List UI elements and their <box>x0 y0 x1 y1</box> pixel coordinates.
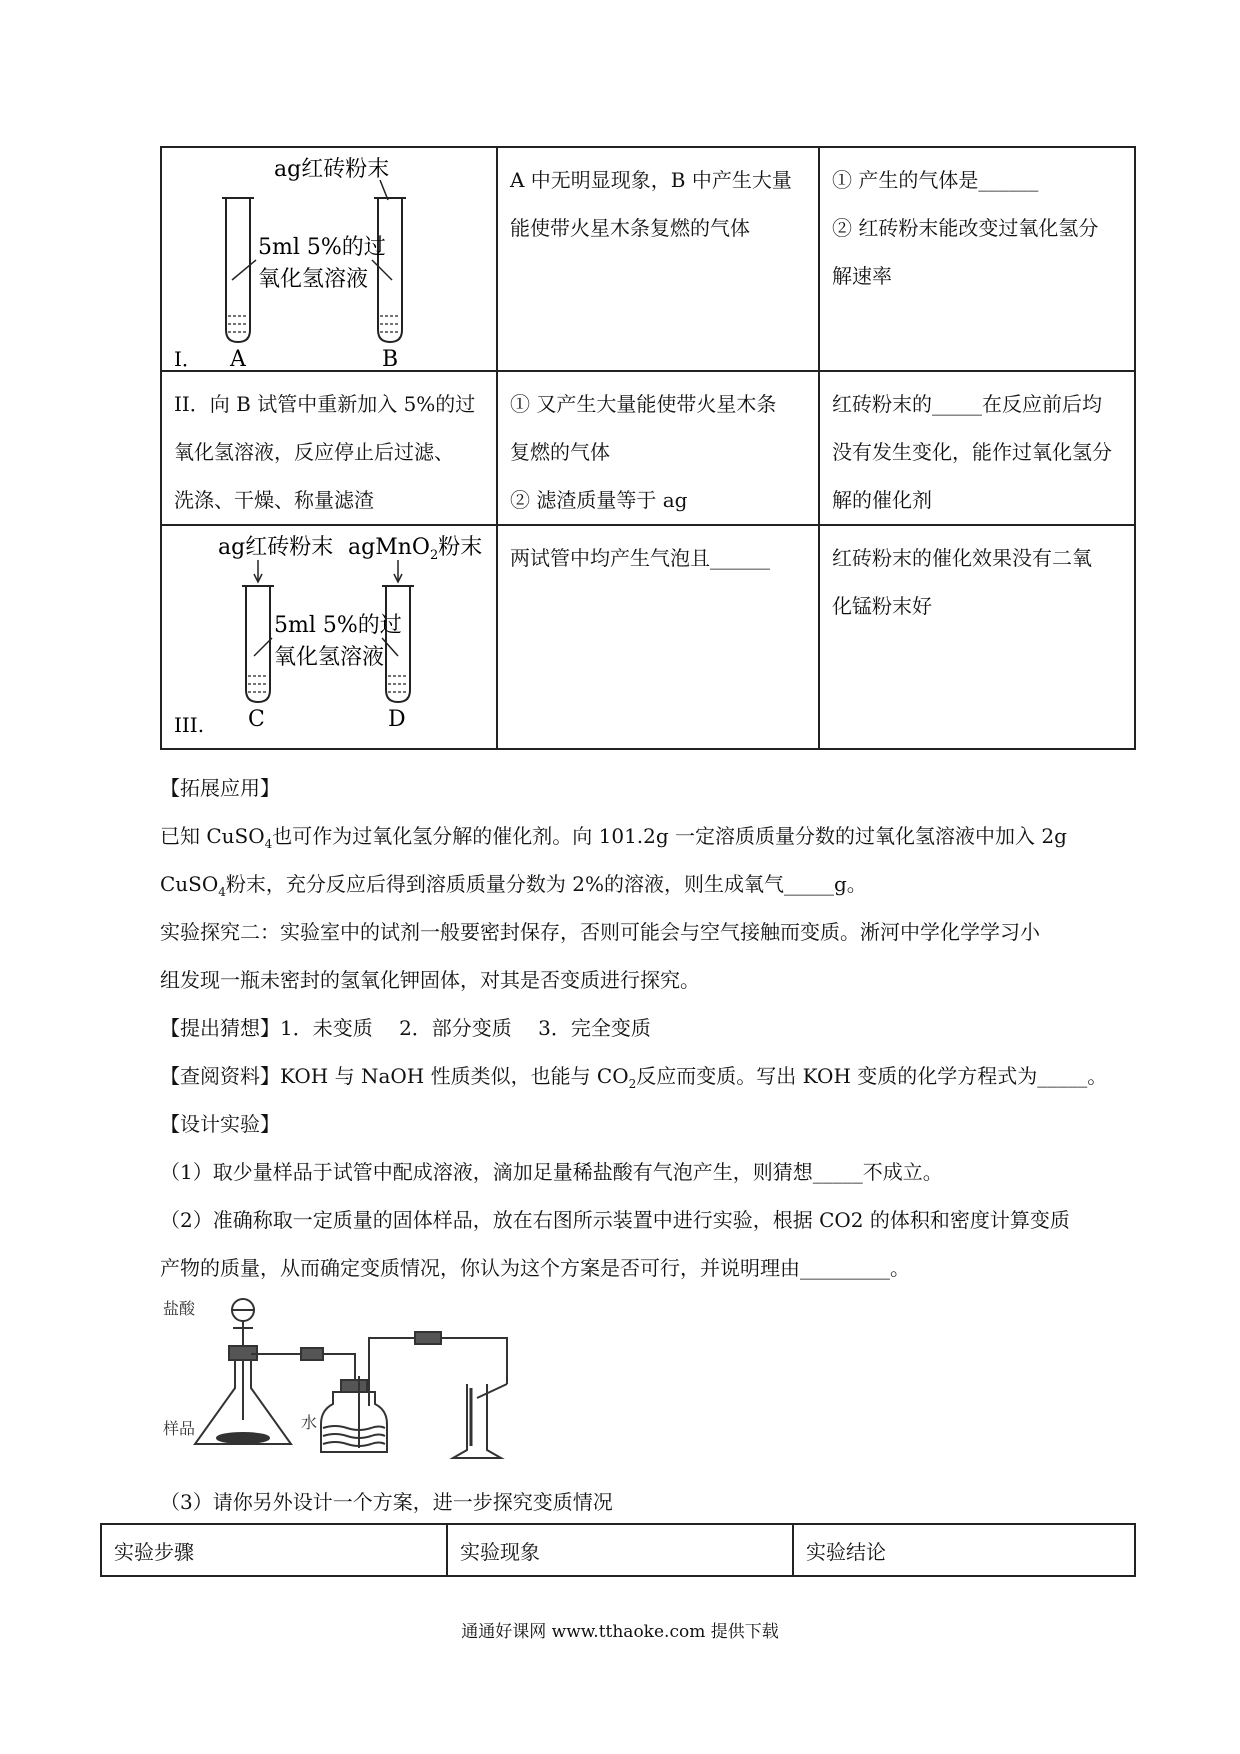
ext-line-1: 已知 CuSO$_4$也可作为过氧化氢分解的催化剂。向 101.2g 一定溶质质量分数的过氧化氢溶液中加入 2g <box>160 824 1067 851</box>
cell-line: ② 滤渣质量等于 ag <box>510 488 688 512</box>
experiment-table-2 <box>100 1523 1136 1577</box>
guess-line: 【提出猜想】1．未变质 2．部分变质 3．完全变质 <box>160 1016 651 1040</box>
tube-c-label: C <box>248 707 265 732</box>
test-tubes-c-d-figure <box>162 526 496 748</box>
table-row <box>161 525 1135 749</box>
table-row <box>161 147 1135 371</box>
step-text-2 <box>162 372 496 524</box>
experiment-table-1 <box>160 146 1136 750</box>
question-2-line-2: 产物的质量，从而确定变质情况，你认为这个方案是否可行，并说明理由_________。 <box>160 1256 910 1280</box>
label-solution-line-1: 5ml 5%的过 <box>258 235 386 260</box>
cell-line: 能使带火星木条复燃的气体 <box>510 216 750 240</box>
phenomenon-text-2 <box>498 372 818 524</box>
step-cell-2 <box>161 371 497 525</box>
conclusion-cell-1 <box>819 147 1135 371</box>
exp2-line-2: 组发现一瓶未密封的氢氧化钾固体，对其是否变质进行探究。 <box>160 968 700 992</box>
conclusion-text-3 <box>820 526 1134 630</box>
label-ag-brick-powder-2: ag红砖粉末 <box>218 535 334 560</box>
cell-line: 复燃的气体 <box>510 440 610 464</box>
question-1: （1）取少量样品于试管中配成溶液，滴加足量稀盐酸有气泡产生，则猜想_____不成立。 <box>160 1160 943 1184</box>
label-ag-mno2-powder: agMnO$_2$粉末 <box>348 535 483 563</box>
phenomenon-cell-3 <box>497 525 819 749</box>
cell-line: 没有发生变化，能作过氧化氢分 <box>832 440 1112 464</box>
footer-text: 通通好课网 www.tthaoke.com 提供下载 <box>461 1622 779 1642</box>
phenomenon-cell-1 <box>497 147 819 371</box>
header-steps: 实验步骤 <box>101 1524 447 1576</box>
cell-line: 红砖粉末的_____在反应前后均 <box>832 392 1102 416</box>
conclusion-text-1 <box>820 148 1134 300</box>
roman-numeral-3: III. <box>174 713 205 737</box>
cell-line: ① 产生的气体是______ <box>832 168 1039 192</box>
phenomenon-cell-2 <box>497 371 819 525</box>
cell-line: II．向 B 试管中重新加入 5%的过 <box>174 392 476 416</box>
ext-heading: 【拓展应用】 <box>160 776 280 800</box>
design-heading: 【设计实验】 <box>160 1112 280 1136</box>
ext-line-2: CuSO$_4$粉末，充分反应后得到溶质质量分数为 2%的溶液，则生成氧气_____g。 <box>160 872 867 899</box>
gas-collection-apparatus <box>155 1288 535 1464</box>
label-hydrochloric-acid: 盐酸 <box>163 1299 196 1318</box>
cell-line: ① 又产生大量能使带火星木条 <box>510 392 777 416</box>
tube-b-label: B <box>382 347 399 370</box>
tube-d-label: D <box>388 707 406 732</box>
label-solution-line-2b: 氧化氢溶液 <box>274 645 385 670</box>
label-ag-brick-powder: ag红砖粉末 <box>274 157 390 182</box>
question-2-line-1: （2）准确称取一定质量的固体样品，放在右图所示装置中进行实验，根据 CO2 的体积和密度计算变质 <box>160 1208 1070 1232</box>
tube-a-label: A <box>230 347 246 370</box>
label-sample: 样品 <box>163 1419 196 1438</box>
cell-line: 洗涤、干燥、称量滤渣 <box>174 488 374 512</box>
cell-line: 化锰粉末好 <box>832 594 932 618</box>
conclusion-cell-3 <box>819 525 1135 749</box>
cell-line: 解的催化剂 <box>832 488 932 512</box>
header-conclusion: 实验结论 <box>793 1524 1135 1576</box>
conclusion-text-2 <box>820 372 1134 524</box>
test-tubes-a-b-figure <box>162 148 496 370</box>
cell-line: 氧化氢溶液，反应停止后过滤、 <box>174 440 454 464</box>
question-3: （3）请你另外设计一个方案，进一步探究变质情况 <box>160 1490 613 1514</box>
conclusion-cell-2 <box>819 371 1135 525</box>
cell-line: ② 红砖粉末能改变过氧化氢分 <box>832 216 1099 240</box>
info-line: 【查阅资料】KOH 与 NaOH 性质类似，也能与 $CO_2$反应而变质。写出 KOH 变质的化学方程式为_____。 <box>160 1064 1108 1091</box>
figure-cell-3 <box>161 525 497 749</box>
table-row <box>101 1524 1135 1576</box>
label-solution-line-2: 氧化氢溶液 <box>258 267 369 292</box>
phenomenon-text-1 <box>498 148 818 252</box>
cell-line: 两试管中均产生气泡且______ <box>510 546 770 570</box>
phenomenon-text-3 <box>498 526 818 582</box>
header-phenomenon: 实验现象 <box>447 1524 793 1576</box>
label-solution-line-1b: 5ml 5%的过 <box>274 613 402 638</box>
table-row <box>161 371 1135 525</box>
label-water: 水 <box>301 1413 318 1432</box>
roman-numeral-1: I． <box>174 347 202 370</box>
cell-line: A 中无明显现象，B 中产生大量 <box>510 168 792 192</box>
exp2-line-1: 实验探究二：实验室中的试剂一般要密封保存，否则可能会与空气接触而变质。淅河中学化学学习小 <box>160 920 1040 944</box>
figure-cell-1 <box>161 147 497 371</box>
cell-line: 红砖粉末的催化效果没有二氧 <box>832 546 1092 570</box>
cell-line: 解速率 <box>832 264 892 288</box>
